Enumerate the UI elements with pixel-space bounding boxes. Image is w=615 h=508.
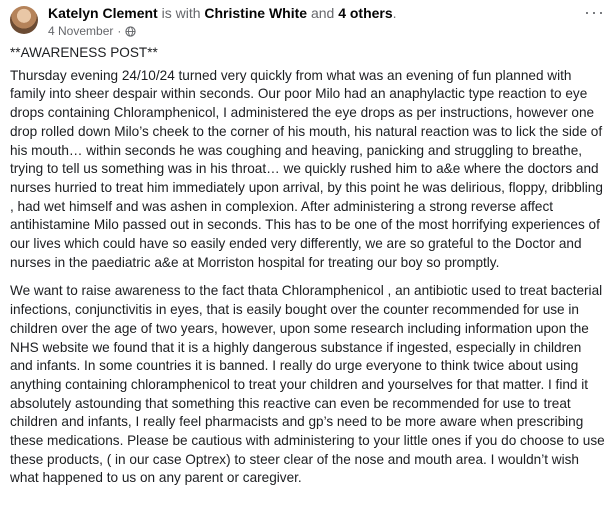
more-options-icon[interactable]: ··· bbox=[584, 2, 605, 22]
author-line bbox=[48, 5, 397, 22]
others-link[interactable]: 4 others bbox=[338, 5, 393, 21]
separator-dot: · bbox=[117, 24, 122, 38]
author-name[interactable]: Katelyn Clement bbox=[48, 5, 158, 21]
post-paragraph-1: Thursday evening 24/10/24 turned very quickly from what was an evening of fun planned with family into sheer despair within seconds. Our poor Milo had an anaphylactic type reaction to eye drops containing Chloramphenicol, I administered the eye drops as per instructions, however one drop rolled down Milo’s cheek to the corner of his mouth, his natural reaction was to lick the side of his mouth… within seconds he was coughing and heaving, panicking and struggling to breathe, trying to tell us something was in his throat… we quickly rushed him to a&e where the doctors and nurses hurried to treat him immediately upon arrival, by this point he was delirious, floppy, dribbling , had wet himself and was ashen in complexion. After administering a strong reverse affect antihistamine Milo passed out in seconds. This has to be one of the most horrifying experiences of our lives which could have so easily ended very differently, we are so grateful to the Doctor and nurses in the paediatric a&e at Morriston hospital for treating our boy so promptly. bbox=[10, 67, 603, 270]
post-body bbox=[10, 44, 605, 488]
and-text: and bbox=[310, 5, 335, 21]
post-header bbox=[10, 4, 605, 44]
with-text: is with bbox=[161, 5, 201, 21]
globe-icon bbox=[125, 26, 136, 37]
post-date[interactable]: 4 November bbox=[48, 24, 114, 38]
period-text: . bbox=[392, 5, 397, 21]
tagged-friend[interactable]: Christine White bbox=[204, 5, 308, 21]
post-meta bbox=[48, 4, 397, 39]
post-title: **AWARENESS POST** bbox=[10, 45, 158, 60]
avatar[interactable] bbox=[10, 6, 38, 34]
post-paragraph-2: We want to raise awareness to the fact thata Chloramphenicol , an antibiotic used to treat bacterial infections, conjunctivitis in eyes, that is easily bought over the counter recommended for use in children over the age of two years, however, upon some research including information upon the NHS website we found that it is a highly dangerous substance if ingested, especially in children and infants. In some countries it is banned. I really do urge everyone to think twice about using anything containing chloramphenicol to treat your children and yourselves for that matter. I find it absolutely astounding that something this reactive can even be recommended for use to treat children and infants, I really feel pharmacists and gp’s need to be more aware when prescribing these medications. Please be cautious with administering to your little ones if you do choose to use these products, ( in our case Optrex) to steer clear of the nose and mouth area. I wouldn’t wish what happened to us on any parent or caregiver. bbox=[10, 283, 605, 486]
post-subline bbox=[48, 24, 397, 39]
